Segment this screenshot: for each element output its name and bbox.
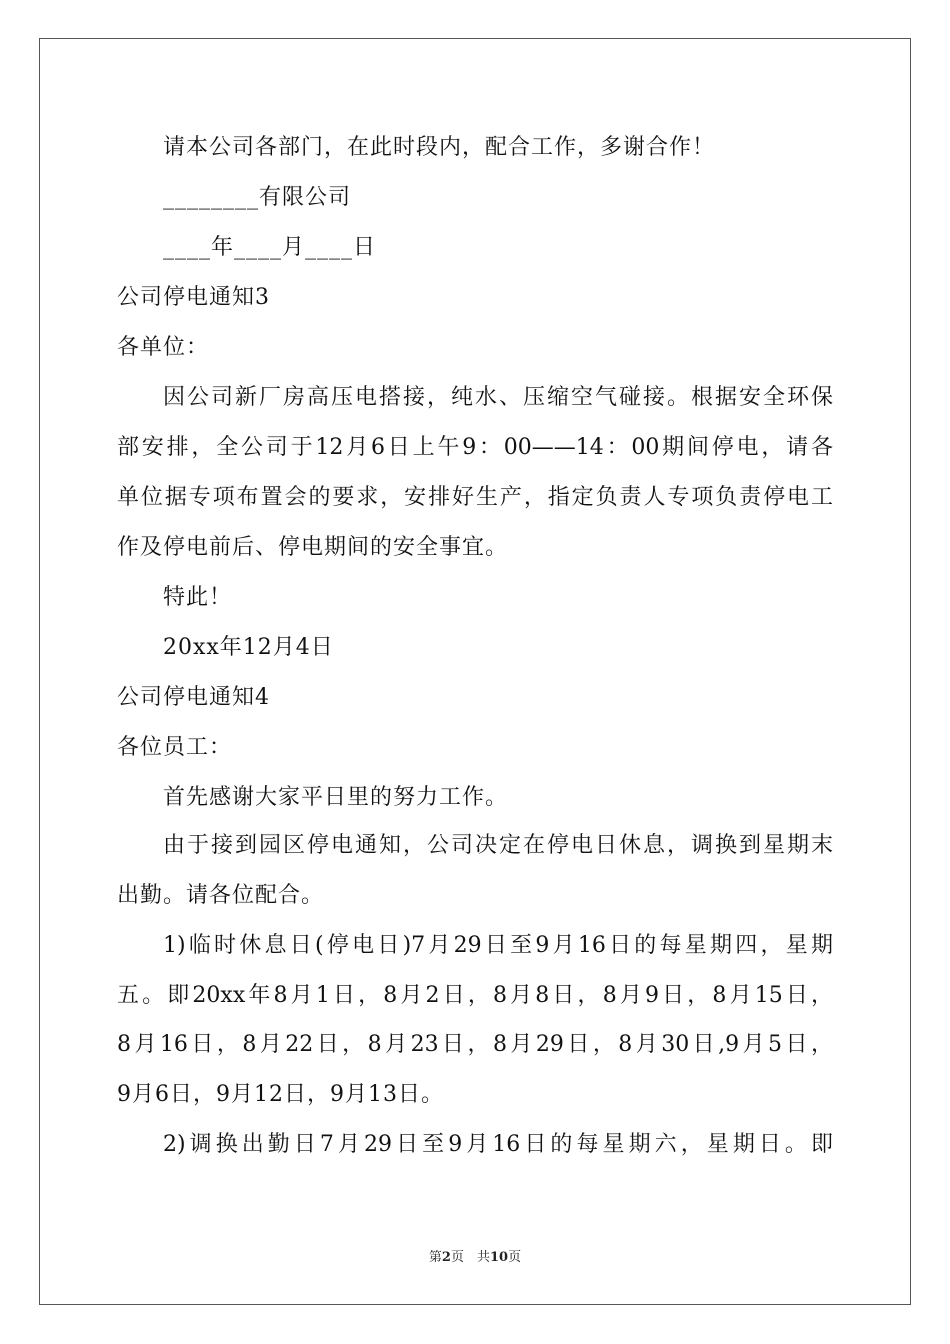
paragraph-line: 首先感谢大家平日里的努力工作。	[163, 785, 509, 810]
text-line: 请本公司各部门，在此时段内，配合工作，多谢合作！	[163, 135, 716, 160]
page-footer	[0, 1246, 950, 1265]
paragraph-line: 由于接到园区停电通知，公司决定在停电日休息，调换到星期末	[163, 833, 833, 858]
paragraph-line: 8月16日，8月22日，8月23日，8月29日，8月30日,9月5日，	[117, 1032, 833, 1057]
current-page-number: 2	[441, 1250, 451, 1265]
salutation: 各单位：	[117, 335, 210, 360]
date-line: 20xx年12月4日	[163, 635, 334, 660]
footer-mid: 页 共	[450, 1250, 490, 1265]
paragraph-line: 2)调换出勤日7月29日至9月16日的每星期六，星期日。即	[163, 1132, 833, 1157]
paragraph-line: 部安排，全公司于12月6日上午9：00——14：00期间停电，请各	[117, 435, 833, 460]
section-heading: 公司停电通知4	[117, 685, 270, 710]
paragraph-line: 1)临时休息日(停电日)7月29日至9月16日的每星期四，星期	[163, 933, 833, 958]
paragraph-line: 因公司新厂房高压电搭接，纯水、压缩空气碰接。根据安全环保	[163, 385, 833, 410]
text-line: 特此！	[163, 585, 233, 610]
paragraph-line: 五。即20xx年8月1日，8月2日，8月8日，8月9日，8月15日，	[117, 983, 833, 1008]
paragraph-line: 出勤。请各位配合。	[117, 883, 325, 908]
salutation: 各位员工：	[117, 735, 233, 760]
text-line: ____年____月____日	[163, 235, 377, 260]
section-heading: 公司停电通知3	[117, 285, 270, 310]
total-page-number: 10	[489, 1250, 509, 1265]
text-line: ________有限公司	[163, 185, 352, 210]
paragraph-line: 9月6日，9月12日，9月13日。	[117, 1082, 444, 1107]
paragraph-line: 单位据专项布置会的要求，安排好生产，指定负责人专项负责停电工	[117, 485, 833, 510]
footer-suffix: 页	[508, 1250, 522, 1265]
footer-prefix: 第	[428, 1250, 442, 1265]
paragraph-line: 作及停电前后、停电期间的安全事宜。	[117, 535, 509, 560]
page-border	[39, 38, 911, 1305]
